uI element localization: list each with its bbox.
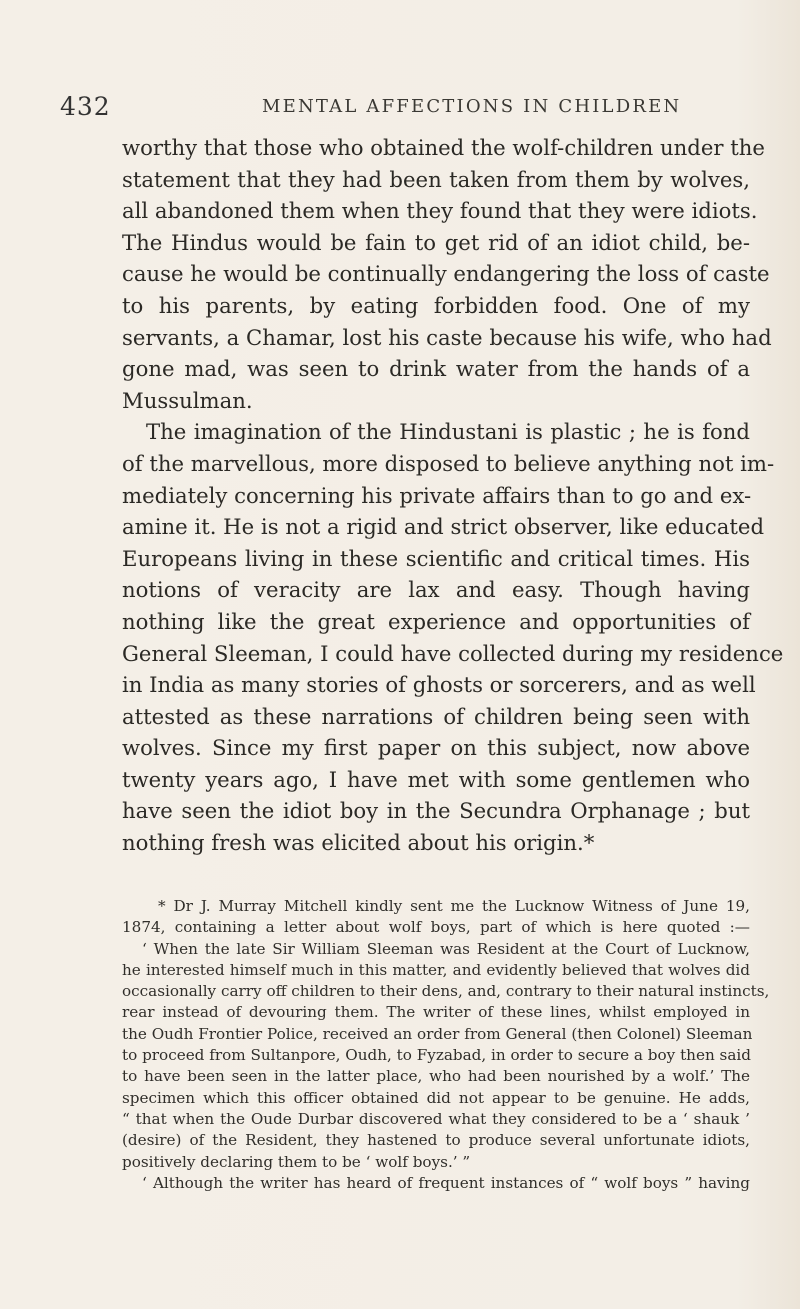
footnote-line: ‘ When the late Sir William Sleeman was Resident at the Court of Lucknow, xyxy=(142,939,750,958)
footnotes xyxy=(122,896,770,1194)
body-line: Europeans living in these scientific and critical times. His xyxy=(122,545,750,571)
footnote-line: rear instead of devouring them. The writer of these lines, whilst employed in xyxy=(122,1003,750,1022)
body-line: wolves. Since my first paper on this subject, now above xyxy=(122,735,750,761)
body-line: The imagination of the Hindustani is plastic ; he is fond xyxy=(146,419,750,445)
body-line: servants, a Chamar, lost his caste because his wife, who had xyxy=(122,324,772,350)
body-line: The Hindus would be fain to get rid of an idiot child, be- xyxy=(122,229,750,255)
body-line: to his parents, by eating forbidden food. One of my xyxy=(122,292,750,318)
footnote-line: 1874, containing a letter about wolf boys, part of which is here quoted :— xyxy=(122,918,750,937)
footnote-line: (desire) of the Resident, they hastened to produce several unfortunate idiots, xyxy=(122,1131,750,1150)
body-line: attested as these narrations of children being seen with xyxy=(122,703,750,729)
body-text xyxy=(122,132,784,859)
footnote-line: to proceed from Sultanpore, Oudh, to Fyzabad, in order to secure a boy then said xyxy=(122,1046,751,1065)
body-line: worthy that those who obtained the wolf-children under the xyxy=(122,135,765,160)
footnote-line: occasionally carry off children to their dens, and, contrary to their natural instincts, xyxy=(122,982,770,1001)
body-line: General Sleeman, I could have collected during my residence xyxy=(122,640,784,666)
body-line: mediately concerning his private affairs than to go and ex- xyxy=(122,482,752,508)
page-number: 432 xyxy=(60,92,111,121)
body-line: amine it. He is not a rigid and strict observer, like educated xyxy=(122,514,765,540)
footnote-line: to have been seen in the latter place, who had been nourished by a wolf.’ The xyxy=(122,1067,750,1086)
body-line: nothing fresh was elicited about his origin.* xyxy=(122,830,595,856)
body-line: Mussulman. xyxy=(122,387,253,413)
footnote-line: he interested himself much in this matter, and evidently believed that wolves did xyxy=(122,960,750,979)
footnote-line: ‘ Although the writer has heard of frequent instances of “ wolf boys ” having xyxy=(142,1173,750,1192)
body-line: notions of veracity are lax and easy. Though having xyxy=(122,577,750,603)
body-line: in India as many stories of ghosts or sorcerers, and as well xyxy=(122,672,756,698)
body-line: cause he would be continually endangering the loss of caste xyxy=(122,261,770,287)
footnote-line: the Oudh Frontier Police, received an order from General (then Colonel) Sleeman xyxy=(122,1024,753,1043)
footnote-line: “ that when the Oude Durbar discovered what they considered to be a ‘ shauk ’ xyxy=(122,1109,750,1128)
footnote-line: * Dr J. Murray Mitchell kindly sent me the Lucknow Witness of June 19, xyxy=(158,897,750,915)
body-line: all abandoned them when they found that they were idiots. xyxy=(122,198,758,224)
body-line: nothing like the great experience and opportunities of xyxy=(122,608,750,634)
body-line: twenty years ago, I have met with some gentlemen who xyxy=(122,766,750,792)
body-line: statement that they had been taken from them by wolves, xyxy=(122,166,750,192)
running-head: MENTAL AFFECTIONS IN CHILDREN xyxy=(262,96,682,117)
page-header xyxy=(60,92,750,132)
body-line: gone mad, was seen to drink water from the hands of a xyxy=(122,356,750,382)
body-line: have seen the idiot boy in the Secundra Orphanage ; but xyxy=(122,798,750,824)
footnote-line: specimen which this officer obtained did not appear to be genuine. He adds, xyxy=(122,1088,750,1107)
body-line: of the marvellous, more disposed to believe anything not im- xyxy=(122,450,775,476)
footnote-line: positively declaring them to be ‘ wolf boys.’ ” xyxy=(122,1152,471,1171)
